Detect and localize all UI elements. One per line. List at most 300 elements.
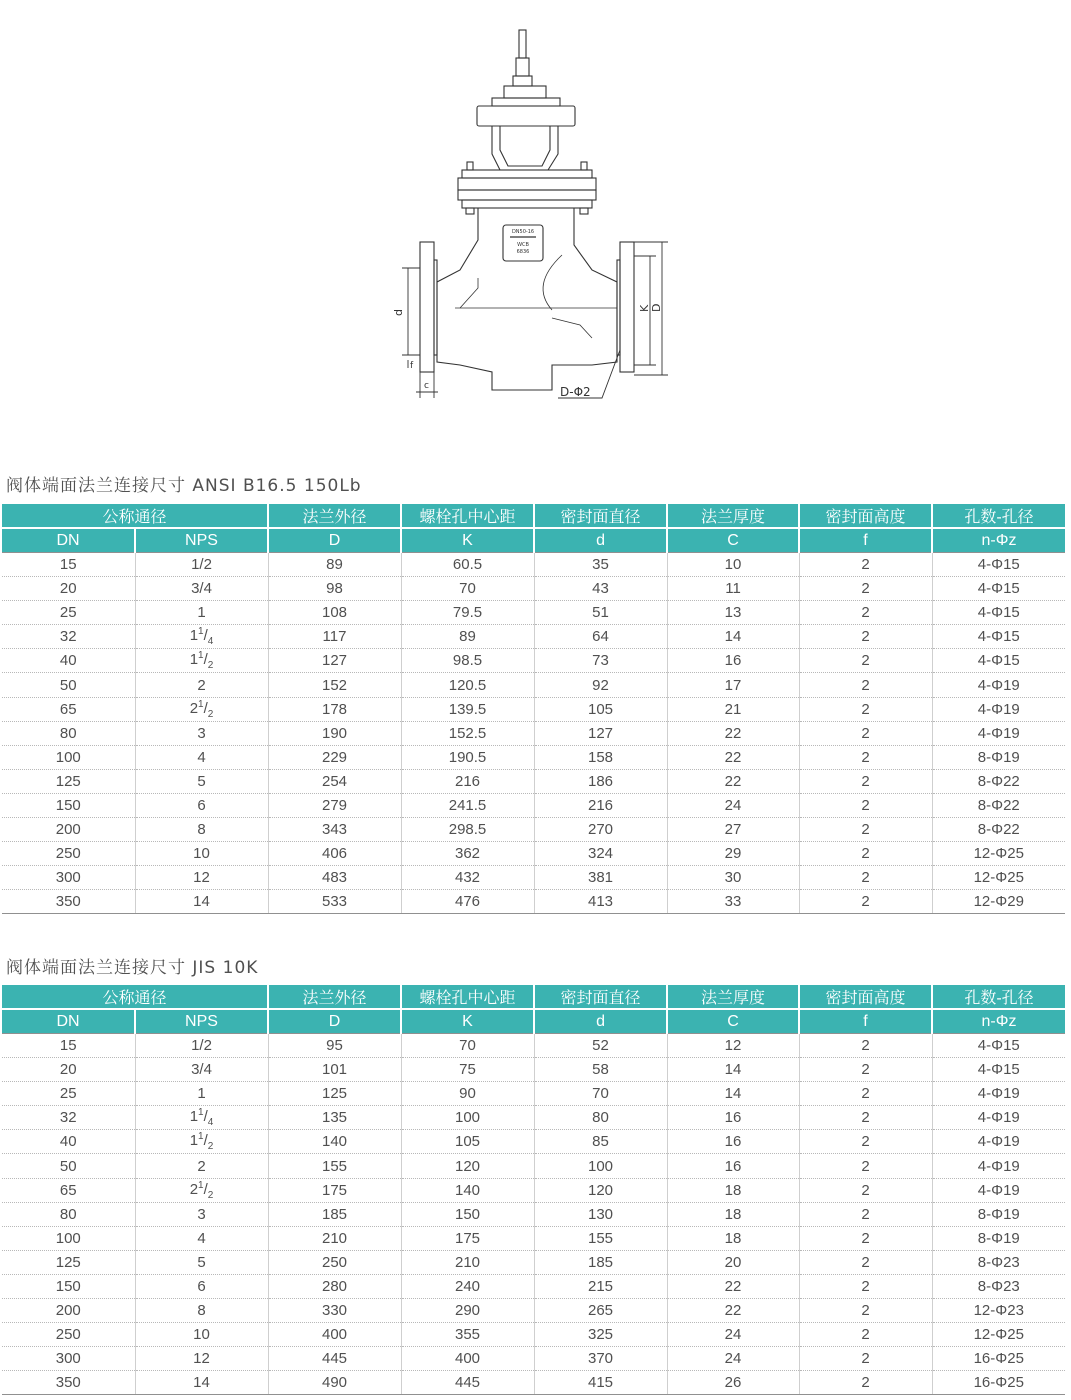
- table-cell: 101: [268, 1058, 401, 1082]
- table-cell: 80: [2, 721, 135, 745]
- table-cell: 100: [401, 1106, 534, 1130]
- table-row: [2, 890, 1065, 914]
- table-cell: 2: [799, 1347, 932, 1371]
- table-cell: 16: [667, 1106, 799, 1130]
- table-cell: 4-Φ19: [932, 1082, 1065, 1106]
- table-cell: 324: [534, 842, 667, 866]
- table-cell: 130: [534, 1202, 667, 1226]
- table-cell: 210: [401, 1250, 534, 1274]
- header-flange-thickness: 法兰厚度: [667, 985, 799, 1009]
- table-cell: 120: [534, 1178, 667, 1202]
- table-cell: 20: [667, 1250, 799, 1274]
- header-symbol: f: [799, 528, 932, 553]
- table-cell: 4-Φ15: [932, 577, 1065, 601]
- table-cell: 6: [135, 1274, 268, 1298]
- table-cell: 6: [135, 793, 268, 817]
- table-cell: 105: [401, 1130, 534, 1154]
- table-cell: 80: [534, 1106, 667, 1130]
- table-cell: 4-Φ19: [932, 1178, 1065, 1202]
- flange-table-ansi: [2, 504, 1065, 914]
- header-holes: 孔数-孔径: [932, 504, 1065, 528]
- table-cell: 70: [401, 577, 534, 601]
- table-cell: $1^1/_4$: [135, 1106, 268, 1130]
- table-cell: 12: [135, 1347, 268, 1371]
- table-cell: 12: [667, 1034, 799, 1058]
- table-cell: 2: [799, 1154, 932, 1178]
- table-row: [2, 1058, 1065, 1082]
- table-cell: 2: [799, 842, 932, 866]
- table-cell: 240: [401, 1274, 534, 1298]
- table-cell: 18: [667, 1226, 799, 1250]
- table-cell: 2: [799, 601, 932, 625]
- table-cell: 210: [268, 1226, 401, 1250]
- table-cell: 8-Φ23: [932, 1250, 1065, 1274]
- header-symbol: K: [401, 528, 534, 553]
- table-cell: 4-Φ15: [932, 601, 1065, 625]
- header-bolt-circle: 螺栓孔中心距: [401, 985, 534, 1009]
- table-cell: 8: [135, 1299, 268, 1323]
- table-cell: 117: [268, 625, 401, 649]
- table-cell: 22: [667, 769, 799, 793]
- header-row-names: [2, 504, 1065, 528]
- table-cell: 3: [135, 721, 268, 745]
- header-row-symbols: [2, 528, 1065, 553]
- header-symbol: D: [268, 1009, 401, 1034]
- header-flange-od: 法兰外径: [268, 504, 401, 528]
- table-cell: 140: [401, 1178, 534, 1202]
- table-cell: 4-Φ19: [932, 1130, 1065, 1154]
- svg-text:D-Φ2: D-Φ2: [560, 385, 591, 399]
- table-cell: 2: [799, 625, 932, 649]
- table-cell: 381: [534, 866, 667, 890]
- table-cell: 20: [2, 1058, 135, 1082]
- table-cell: 14: [135, 890, 268, 914]
- table-cell: 43: [534, 577, 667, 601]
- table-cell: 2: [799, 673, 932, 697]
- table-row: [2, 1034, 1065, 1058]
- table-cell: 65: [2, 1178, 135, 1202]
- table-row: [2, 721, 1065, 745]
- table-cell: 298.5: [401, 818, 534, 842]
- table-cell: 40: [2, 1130, 135, 1154]
- table-cell: 16-Φ25: [932, 1347, 1065, 1371]
- table-cell: 8-Φ22: [932, 818, 1065, 842]
- table-row: [2, 1250, 1065, 1274]
- table-cell: 290: [401, 1299, 534, 1323]
- table-cell: 25: [2, 1082, 135, 1106]
- table-cell: 24: [667, 793, 799, 817]
- table-cell: 127: [268, 649, 401, 673]
- dimension-labels: [392, 304, 663, 399]
- table-cell: 2: [135, 673, 268, 697]
- table-cell: 533: [268, 890, 401, 914]
- table-cell: 12: [135, 866, 268, 890]
- table-cell: 40: [2, 649, 135, 673]
- table-cell: $1^1/_2$: [135, 1130, 268, 1154]
- table-cell: 60.5: [401, 553, 534, 577]
- table-cell: 12-Φ25: [932, 842, 1065, 866]
- table-cell: 241.5: [401, 793, 534, 817]
- header-bolt-circle: 螺栓孔中心距: [401, 504, 534, 528]
- table-cell: 29: [667, 842, 799, 866]
- table-cell: 21: [667, 697, 799, 721]
- header-symbol: C: [667, 528, 799, 553]
- table-cell: 8-Φ22: [932, 793, 1065, 817]
- table-body: [2, 553, 1065, 914]
- table-cell: 75: [401, 1058, 534, 1082]
- table-cell: 250: [2, 1323, 135, 1347]
- header-symbol: NPS: [135, 1009, 268, 1034]
- svg-text:WCB: WCB: [517, 242, 529, 248]
- table-cell: 185: [534, 1250, 667, 1274]
- table-cell: 2: [799, 1371, 932, 1395]
- table-cell: 400: [401, 1347, 534, 1371]
- table-cell: 355: [401, 1323, 534, 1347]
- table-row: [2, 793, 1065, 817]
- table-cell: 16: [667, 1154, 799, 1178]
- table-cell: 100: [2, 745, 135, 769]
- table-cell: 140: [268, 1130, 401, 1154]
- dimension-lines: [402, 242, 668, 398]
- table-cell: 158: [534, 745, 667, 769]
- table-cell: $1^1/_4$: [135, 625, 268, 649]
- table-cell: 14: [667, 1058, 799, 1082]
- table-cell: 125: [2, 769, 135, 793]
- table-cell: 2: [799, 1250, 932, 1274]
- table-cell: 445: [268, 1347, 401, 1371]
- table-cell: 476: [401, 890, 534, 914]
- table-cell: 79.5: [401, 601, 534, 625]
- table-cell: 415: [534, 1371, 667, 1395]
- table-cell: $2^1/_2$: [135, 697, 268, 721]
- table-cell: 11: [667, 577, 799, 601]
- table-cell: 14: [667, 1082, 799, 1106]
- svg-text:6836: 6836: [516, 249, 530, 255]
- table-cell: 2: [799, 553, 932, 577]
- table-cell: 18: [667, 1178, 799, 1202]
- header-flange-thickness: 法兰厚度: [667, 504, 799, 528]
- table-cell: 30: [667, 866, 799, 890]
- svg-text:K: K: [638, 304, 651, 312]
- svg-text:c: c: [424, 381, 429, 391]
- table-cell: 32: [2, 1106, 135, 1130]
- table-cell: 362: [401, 842, 534, 866]
- table-cell: 105: [534, 697, 667, 721]
- table-cell: 4-Φ19: [932, 721, 1065, 745]
- table-cell: 16: [667, 649, 799, 673]
- table-cell: 250: [2, 842, 135, 866]
- table-cell: 35: [534, 553, 667, 577]
- table-cell: 64: [534, 625, 667, 649]
- table-cell: 185: [268, 1202, 401, 1226]
- table-row: [2, 649, 1065, 673]
- table-cell: 152: [268, 673, 401, 697]
- svg-text:D: D: [650, 303, 663, 312]
- table-cell: 8-Φ22: [932, 769, 1065, 793]
- header-symbol: d: [534, 1009, 667, 1034]
- table-cell: 2: [799, 1323, 932, 1347]
- table-cell: 22: [667, 1274, 799, 1298]
- table-cell: 27: [667, 818, 799, 842]
- table-cell: 25: [2, 601, 135, 625]
- table-cell: 300: [2, 1347, 135, 1371]
- table-cell: 1/2: [135, 553, 268, 577]
- header-symbol: n-Φz: [932, 528, 1065, 553]
- table-cell: 50: [2, 673, 135, 697]
- table-cell: 152.5: [401, 721, 534, 745]
- table-cell: 8-Φ23: [932, 1274, 1065, 1298]
- table-cell: 22: [667, 745, 799, 769]
- section-title-jis: 阀体端面法兰连接尺寸 JIS 10K: [6, 958, 259, 978]
- table-cell: 10: [135, 842, 268, 866]
- table-cell: 18: [667, 1202, 799, 1226]
- table-cell: 15: [2, 1034, 135, 1058]
- table-cell: 3/4: [135, 577, 268, 601]
- table-cell: 32: [2, 625, 135, 649]
- table-cell: 2: [799, 697, 932, 721]
- table-row: [2, 1178, 1065, 1202]
- table-cell: 1: [135, 601, 268, 625]
- table-row: [2, 1226, 1065, 1250]
- table-cell: 270: [534, 818, 667, 842]
- table-cell: 400: [268, 1323, 401, 1347]
- table-cell: 10: [135, 1323, 268, 1347]
- table-cell: 10: [667, 553, 799, 577]
- header-symbol: DN: [2, 528, 135, 553]
- header-symbol: DN: [2, 1009, 135, 1034]
- table-row: [2, 1323, 1065, 1347]
- table-cell: 216: [534, 793, 667, 817]
- header-nominal-size: 公称通径: [2, 985, 268, 1009]
- table-cell: 150: [2, 793, 135, 817]
- table-row: [2, 673, 1065, 697]
- table-cell: 98.5: [401, 649, 534, 673]
- table-cell: 33: [667, 890, 799, 914]
- header-symbol: K: [401, 1009, 534, 1034]
- header-symbol: C: [667, 1009, 799, 1034]
- table-cell: 343: [268, 818, 401, 842]
- table-cell: 1/2: [135, 1034, 268, 1058]
- table-cell: 2: [799, 793, 932, 817]
- table-row: [2, 1130, 1065, 1154]
- table-cell: 2: [799, 745, 932, 769]
- table-row: [2, 866, 1065, 890]
- table-cell: 13: [667, 601, 799, 625]
- table-cell: 265: [534, 1299, 667, 1323]
- table-cell: 229: [268, 745, 401, 769]
- table-cell: 8-Φ19: [932, 745, 1065, 769]
- table-cell: 2: [799, 649, 932, 673]
- table-cell: 155: [268, 1154, 401, 1178]
- table-cell: 215: [534, 1274, 667, 1298]
- table-cell: 200: [2, 1299, 135, 1323]
- table-row: [2, 769, 1065, 793]
- table-cell: 16: [667, 1130, 799, 1154]
- table-cell: 4-Φ19: [932, 673, 1065, 697]
- table-cell: 2: [799, 769, 932, 793]
- table-cell: 350: [2, 890, 135, 914]
- table-row: [2, 553, 1065, 577]
- header-seal-diameter: 密封面直径: [534, 504, 667, 528]
- header-row-names: [2, 985, 1065, 1009]
- table-cell: $1^1/_2$: [135, 649, 268, 673]
- header-seal-height: 密封面高度: [799, 985, 932, 1009]
- table-cell: 70: [401, 1034, 534, 1058]
- table-cell: 2: [799, 1106, 932, 1130]
- table-cell: 139.5: [401, 697, 534, 721]
- table-cell: 190: [268, 721, 401, 745]
- table-cell: 16-Φ25: [932, 1371, 1065, 1395]
- table-cell: 4-Φ19: [932, 1154, 1065, 1178]
- valve-dimension-drawing: [380, 20, 700, 410]
- table-row: [2, 842, 1065, 866]
- table-cell: 150: [401, 1202, 534, 1226]
- table-cell: 51: [534, 601, 667, 625]
- table-cell: 2: [799, 1202, 932, 1226]
- table-row: [2, 697, 1065, 721]
- table-cell: 90: [401, 1082, 534, 1106]
- table-cell: 216: [401, 769, 534, 793]
- table-cell: 406: [268, 842, 401, 866]
- table-cell: 254: [268, 769, 401, 793]
- table-cell: 3: [135, 1202, 268, 1226]
- table-cell: 26: [667, 1371, 799, 1395]
- table-cell: 50: [2, 1154, 135, 1178]
- table-cell: 5: [135, 1250, 268, 1274]
- table-cell: 2: [799, 1082, 932, 1106]
- table-cell: 22: [667, 721, 799, 745]
- header-symbol: n-Φz: [932, 1009, 1065, 1034]
- table-row: [2, 745, 1065, 769]
- table-row: [2, 818, 1065, 842]
- table-cell: 2: [799, 1130, 932, 1154]
- table-row: [2, 1274, 1065, 1298]
- table-cell: 2: [799, 890, 932, 914]
- table-cell: 1: [135, 1082, 268, 1106]
- table-row: [2, 1154, 1065, 1178]
- table-cell: 2: [799, 1034, 932, 1058]
- flange-table-jis: [2, 985, 1065, 1395]
- table-cell: 120.5: [401, 673, 534, 697]
- table-cell: 490: [268, 1371, 401, 1395]
- table-cell: 279: [268, 793, 401, 817]
- svg-text:DN50-16: DN50-16: [511, 229, 535, 235]
- table-cell: 4: [135, 745, 268, 769]
- table-cell: 2: [799, 577, 932, 601]
- table-cell: 80: [2, 1202, 135, 1226]
- table-row: [2, 625, 1065, 649]
- table-cell: 100: [2, 1226, 135, 1250]
- table-cell: 24: [667, 1323, 799, 1347]
- table-cell: 92: [534, 673, 667, 697]
- table-cell: 2: [799, 866, 932, 890]
- table-row: [2, 1347, 1065, 1371]
- table-cell: 413: [534, 890, 667, 914]
- table-cell: 2: [135, 1154, 268, 1178]
- table-cell: 8: [135, 818, 268, 842]
- table-cell: 200: [2, 818, 135, 842]
- table-cell: 4: [135, 1226, 268, 1250]
- table-cell: 445: [401, 1371, 534, 1395]
- table-cell: 175: [401, 1226, 534, 1250]
- header-holes: 孔数-孔径: [932, 985, 1065, 1009]
- table-row: [2, 1106, 1065, 1130]
- table-cell: 150: [2, 1274, 135, 1298]
- table-cell: 127: [534, 721, 667, 745]
- table-cell: 2: [799, 1178, 932, 1202]
- table-cell: 98: [268, 577, 401, 601]
- table-cell: 4-Φ15: [932, 1058, 1065, 1082]
- table-cell: 178: [268, 697, 401, 721]
- table-cell: 186: [534, 769, 667, 793]
- table-cell: 12-Φ23: [932, 1299, 1065, 1323]
- table-cell: 4-Φ15: [932, 1034, 1065, 1058]
- table-cell: 108: [268, 601, 401, 625]
- table-cell: 70: [534, 1082, 667, 1106]
- table-cell: 135: [268, 1106, 401, 1130]
- table-cell: 2: [799, 1058, 932, 1082]
- section-title-ansi: 阀体端面法兰连接尺寸 ANSI B16.5 150Lb: [6, 476, 362, 496]
- table-cell: 85: [534, 1130, 667, 1154]
- header-seal-height: 密封面高度: [799, 504, 932, 528]
- header-row-symbols: [2, 1009, 1065, 1034]
- table-cell: 12-Φ25: [932, 1323, 1065, 1347]
- table-cell: 20: [2, 577, 135, 601]
- table-cell: 17: [667, 673, 799, 697]
- table-cell: 2: [799, 1226, 932, 1250]
- table-cell: $2^1/_2$: [135, 1178, 268, 1202]
- table-cell: 2: [799, 1274, 932, 1298]
- header-symbol: d: [534, 528, 667, 553]
- table-cell: 65: [2, 697, 135, 721]
- table-cell: 250: [268, 1250, 401, 1274]
- table-cell: 89: [268, 553, 401, 577]
- table-cell: 15: [2, 553, 135, 577]
- table-cell: 432: [401, 866, 534, 890]
- valve-outline: [420, 30, 634, 390]
- table-cell: 190.5: [401, 745, 534, 769]
- table-cell: 12-Φ25: [932, 866, 1065, 890]
- table-cell: 12-Φ29: [932, 890, 1065, 914]
- table-cell: 280: [268, 1274, 401, 1298]
- table-cell: 52: [534, 1034, 667, 1058]
- header-seal-diameter: 密封面直径: [534, 985, 667, 1009]
- table-cell: 4-Φ15: [932, 553, 1065, 577]
- table-cell: 175: [268, 1178, 401, 1202]
- table-cell: 100: [534, 1154, 667, 1178]
- table-cell: 5: [135, 769, 268, 793]
- table-cell: 300: [2, 866, 135, 890]
- table-cell: 14: [135, 1371, 268, 1395]
- table-cell: 14: [667, 625, 799, 649]
- table-row: [2, 1371, 1065, 1395]
- table-cell: 4-Φ15: [932, 649, 1065, 673]
- table-cell: 155: [534, 1226, 667, 1250]
- table-cell: 8-Φ19: [932, 1202, 1065, 1226]
- nameplate-text: [510, 229, 536, 255]
- table-cell: 325: [534, 1323, 667, 1347]
- table-cell: 2: [799, 818, 932, 842]
- svg-text:f: f: [410, 361, 414, 371]
- table-row: [2, 577, 1065, 601]
- table-row: [2, 1299, 1065, 1323]
- table-cell: 330: [268, 1299, 401, 1323]
- table-cell: 2: [799, 1299, 932, 1323]
- table-cell: 89: [401, 625, 534, 649]
- table-cell: 24: [667, 1347, 799, 1371]
- table-cell: 3/4: [135, 1058, 268, 1082]
- table-cell: 4-Φ19: [932, 1106, 1065, 1130]
